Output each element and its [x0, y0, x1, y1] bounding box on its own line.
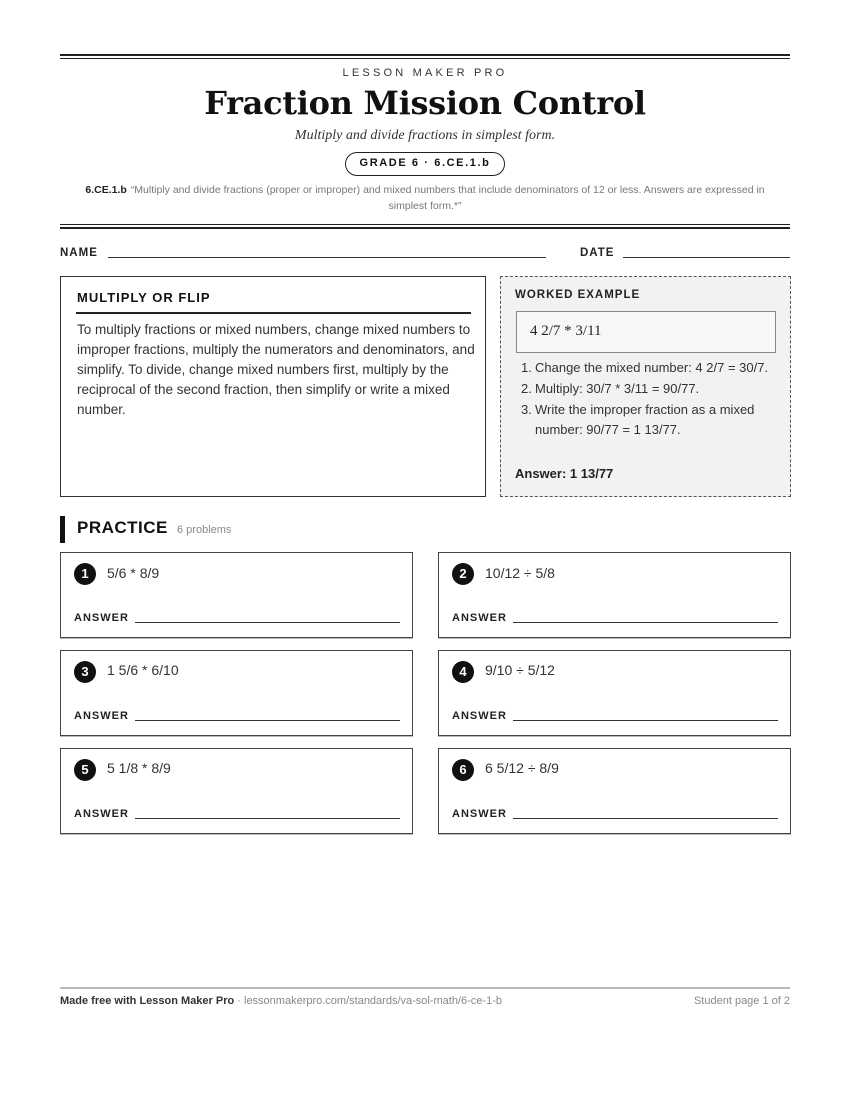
- answer-field[interactable]: [135, 720, 400, 721]
- answer-field[interactable]: [513, 622, 778, 623]
- grade-badge: GRADE 6 · 6.CE.1.b: [345, 152, 505, 176]
- answer-field[interactable]: [513, 720, 778, 721]
- worked-example-problem: 4 2/7 * 3/11: [530, 323, 602, 339]
- header-rule-bottom: [60, 227, 790, 229]
- rule-box-title: MULTIPLY OR FLIP: [77, 290, 211, 305]
- name-field[interactable]: [108, 257, 546, 258]
- problem-number-badge: 3: [74, 661, 96, 683]
- footer-made-with: Made free with Lesson Maker Pro: [60, 995, 235, 1007]
- worked-example-title: WORKED EXAMPLE: [515, 289, 641, 301]
- problem-text: 1 5/6 * 6/10: [107, 662, 179, 678]
- header-rule-top-thin: [60, 58, 790, 59]
- practice-title: PRACTICE: [77, 518, 168, 537]
- problem-number-badge: 6: [452, 759, 474, 781]
- header-rule-top: [60, 54, 790, 56]
- header-rule-bottom-thin: [60, 224, 790, 225]
- standard-text: “Multiply and divide fractions (proper or improper) and mixed numbers that include denominators of 12 or less. Answers are expressed in simplest form.*”: [130, 184, 765, 212]
- date-field[interactable]: [623, 257, 790, 258]
- date-label: DATE: [580, 247, 615, 259]
- problem-number-badge: 5: [74, 759, 96, 781]
- problem-number-badge: 1: [74, 563, 96, 585]
- practice-accent-bar: [60, 516, 65, 543]
- answer-label: ANSWER: [452, 808, 507, 820]
- answer-label: ANSWER: [452, 612, 507, 624]
- problem-text: 5 1/8 * 8/9: [107, 760, 171, 776]
- answer-label: ANSWER: [452, 710, 507, 722]
- worked-example-steps: [516, 358, 786, 441]
- footer-page-number: Student page 1 of 2: [693, 995, 790, 1007]
- rule-box-text: To multiply fractions or mixed numbers, change mixed numbers to improper fractions, multiply the numerators and denominators, and simplify. To divide, change mixed numbers first, multiply by the reciprocal of the second fraction, then simplify or write a mixed number.: [77, 322, 475, 417]
- answer-label: ANSWER: [74, 808, 129, 820]
- worked-example-step: 1. Change the mixed number: 4 2/7 = 30/7.: [521, 360, 769, 375]
- answer-field[interactable]: [135, 818, 400, 819]
- answer-field[interactable]: [135, 622, 400, 623]
- brand-label: LESSON MAKER PRO: [342, 67, 508, 79]
- problem-text: 5/6 * 8/9: [107, 565, 160, 581]
- standard-description: [80, 182, 770, 214]
- answer-label: ANSWER: [74, 612, 129, 624]
- problem-text: 6 5/12 ÷ 8/9: [485, 760, 559, 776]
- problem-text: 10/12 ÷ 5/8: [485, 565, 555, 581]
- footer-rule: [60, 987, 790, 989]
- answer-field[interactable]: [513, 818, 778, 819]
- footer-credit: [60, 995, 502, 1007]
- problem-text: 9/10 ÷ 5/12: [485, 662, 555, 678]
- answer-label: ANSWER: [74, 710, 129, 722]
- page-subtitle: Multiply and divide fractions in simplest form.: [294, 128, 556, 143]
- standard-code: 6.CE.1.b: [85, 184, 127, 196]
- footer-url: · lessonmakerpro.com/standards/va-sol-math/6-ce-1-b: [234, 995, 502, 1007]
- worked-example-answer: Answer: 1 13/77: [515, 466, 614, 481]
- worked-example-step: 3. Write the improper fraction as a mixed number: 90/77 = 1 13/77.: [521, 402, 755, 437]
- rule-box-underline: [76, 312, 471, 314]
- name-label: NAME: [60, 247, 98, 259]
- problem-number-badge: 2: [452, 563, 474, 585]
- problem-number-badge: 4: [452, 661, 474, 683]
- page-title: Fraction Mission Control: [204, 84, 646, 122]
- worked-example-step: 2. Multiply: 30/7 * 3/11 = 90/77.: [521, 381, 700, 396]
- practice-count: 6 problems: [177, 524, 232, 536]
